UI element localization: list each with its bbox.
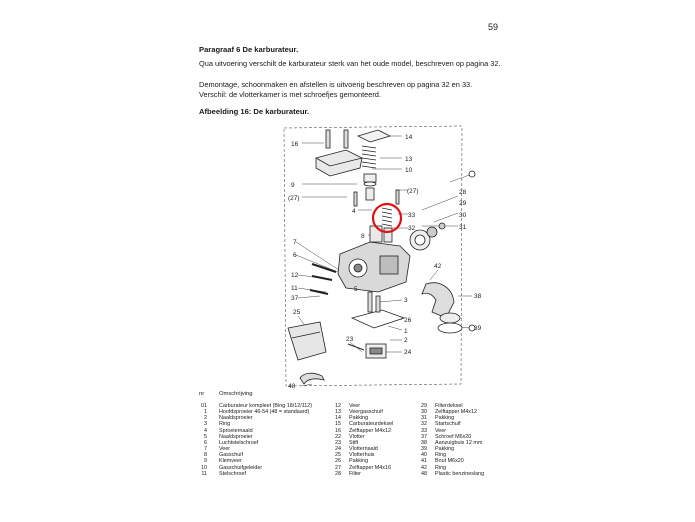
legend-nr: 40 — [421, 452, 427, 459]
carburetor-parts — [288, 130, 475, 384]
legend-nr: 2 — [204, 415, 207, 422]
legend-text: Plastic benzineslang — [435, 470, 485, 477]
callout-3: 3 — [404, 297, 408, 304]
callout-6: 6 — [293, 252, 297, 259]
legend-text: Vlotter — [349, 433, 365, 440]
legend-nr: 27 — [335, 464, 341, 471]
callout-27-right: (27) — [407, 188, 419, 195]
legend-text: Ring — [219, 421, 231, 428]
legend-text: Bout M6x20 — [435, 458, 464, 465]
callout-13: 13 — [405, 156, 413, 163]
legend-text: Startschuif — [435, 421, 461, 428]
legend-text: Naaldsproeier — [219, 415, 253, 422]
callout-33: 33 — [408, 212, 416, 219]
legend-text: Zelftapper M4x16 — [349, 464, 391, 471]
legend-nr: 9 — [204, 458, 207, 465]
callout-1: 1 — [404, 328, 408, 335]
legend-nr: 33 — [421, 427, 427, 434]
page-number: 59 — [488, 22, 499, 32]
callout-4: 4 — [352, 208, 356, 215]
legend-nr: 16 — [335, 427, 341, 434]
legend-nr: 5 — [204, 433, 207, 440]
legend-nr: 38 — [421, 439, 427, 446]
section-heading: Paragraaf 6 De karburateur. — [199, 45, 299, 54]
callout-24: 24 — [404, 349, 412, 356]
callout-28: 28 — [459, 189, 467, 196]
callout-42: 42 — [434, 263, 442, 270]
callout-38: 38 — [474, 293, 482, 300]
legend-text: Pakking — [435, 446, 455, 453]
legend-text: Filterdeksel — [435, 403, 463, 409]
legend-nr: 23 — [335, 439, 341, 446]
callout-30: 30 — [459, 212, 467, 219]
legend-text: Pakking — [349, 415, 369, 422]
legend-text: Filter — [349, 470, 361, 477]
legend-text: Naaldsproeier — [219, 433, 253, 440]
legend-nr: 6 — [204, 439, 207, 446]
legend-row — [405, 471, 484, 477]
callout-39: 39 — [474, 325, 482, 332]
legend-nr: 01 — [201, 403, 207, 409]
legend-column-3 — [405, 403, 484, 477]
legend-text: Stift — [349, 439, 359, 446]
legend-nr: 22 — [335, 433, 341, 440]
legend-nr: 25 — [335, 452, 341, 459]
callout-27-left: (27) — [288, 195, 300, 202]
legend-row — [319, 471, 393, 477]
paragraph-3: Verschil: de vlotterkamer is met schroefjes gemonteerd. — [199, 90, 381, 99]
legend-text: Gasschuif — [219, 452, 243, 459]
callout-10: 10 — [405, 167, 413, 174]
callout-48: 48 — [288, 383, 296, 390]
legend-nr: 31 — [421, 415, 427, 422]
legend-text: Ring — [435, 452, 447, 459]
legend-nr: 42 — [421, 464, 427, 471]
legend-nr: 13 — [335, 409, 341, 416]
callout-16: 16 — [291, 141, 299, 148]
legend-nr: 8 — [204, 452, 207, 459]
callout-23: 23 — [346, 336, 354, 343]
legend-nr: 11 — [201, 470, 207, 477]
legend-nr: 41 — [421, 458, 427, 465]
callout-37: 37 — [291, 295, 299, 302]
legend-nr: 37 — [421, 433, 427, 440]
legend-nr: 14 — [335, 415, 341, 422]
legend-text: Veer — [219, 446, 231, 453]
callout-11: 11 — [291, 285, 298, 292]
legend-text: Luchtstelschroef — [219, 439, 259, 446]
legend-text: Stelschroef — [219, 470, 246, 477]
legend-nr: 30 — [421, 409, 427, 416]
diagram-svg — [262, 122, 492, 398]
callout-25: 25 — [293, 309, 301, 316]
legend-text: Aanzuigbuis 12 mm — [435, 439, 483, 446]
legend-nr: 4 — [204, 427, 207, 434]
legend-text: Vlotterhuis — [349, 452, 375, 459]
legend-column-2 — [319, 403, 393, 477]
legend-text: Veer — [435, 427, 447, 434]
legend-text: Schroef M6x20 — [435, 433, 472, 440]
carburetor-exploded-diagram — [262, 122, 492, 398]
legend-text: Veer — [349, 403, 361, 409]
legend-text: Gasschuifgeleider — [219, 464, 263, 471]
paragraph-2: Demontage, schoonmaken en afstellen is uitvoerig beschreven op pagina 32 en 33. — [199, 80, 473, 89]
paragraph-1: Qua uitvoering verschilt de karburateur sterk van het oude model, beschreven op pagina 32. — [199, 59, 501, 68]
legend-text: Klemveer — [219, 458, 242, 465]
legend-text: Carburateur kompleet (Bing 18/12/112) — [219, 403, 313, 409]
figure-title: Afbeelding 16: De karburateur. — [199, 107, 310, 116]
legend-text: Sproeiernaald — [219, 427, 253, 434]
legend-text: Pakking — [435, 415, 455, 422]
legend-nr: 3 — [204, 421, 207, 428]
callout-32: 32 — [408, 225, 416, 232]
legend-text: Pakking — [349, 458, 369, 465]
legend-text: Zelftapper M4x12 — [349, 427, 391, 434]
legend-nr: 39 — [421, 446, 427, 453]
legend-text: Hoofdsproeier 46-54 (48 = standaard) — [219, 409, 310, 416]
legend-text: Veergasschuif — [349, 409, 383, 416]
legend-row — [199, 471, 312, 477]
callout-2: 2 — [404, 337, 408, 344]
callout-7: 7 — [293, 239, 297, 246]
legend-header-desc: Omschrijving — [219, 391, 253, 397]
legend-nr: 24 — [335, 446, 341, 453]
legend-nr: 10 — [201, 464, 207, 471]
callout-29: 29 — [459, 200, 467, 207]
legend-nr: 28 — [335, 470, 341, 477]
callout-8: 8 — [361, 233, 365, 240]
legend-nr: 26 — [335, 458, 341, 465]
legend-nr: 32 — [421, 421, 427, 428]
callout-14: 14 — [405, 134, 413, 141]
callout-9: 9 — [291, 182, 295, 189]
callout-26: 26 — [404, 317, 412, 324]
legend-nr: 12 — [335, 403, 341, 409]
legend-text: Zelftapper M4x12 — [435, 409, 477, 416]
callout-12: 12 — [291, 272, 299, 279]
callout-5: 5 — [354, 286, 358, 293]
legend-nr: 7 — [204, 446, 207, 453]
legend-header-nr: nr — [199, 391, 205, 397]
legend-text: Vlotternaald — [349, 446, 378, 453]
legend-nr: 1 — [204, 409, 207, 416]
legend-column-1 — [199, 403, 312, 477]
legend-text: Ring — [435, 464, 447, 471]
legend-nr: 48 — [421, 470, 427, 477]
legend-text: Carburateurdeksel — [349, 421, 394, 428]
legend-nr: 15 — [335, 421, 341, 428]
legend-nr: 29 — [421, 403, 427, 409]
callout-31: 31 — [459, 224, 467, 231]
